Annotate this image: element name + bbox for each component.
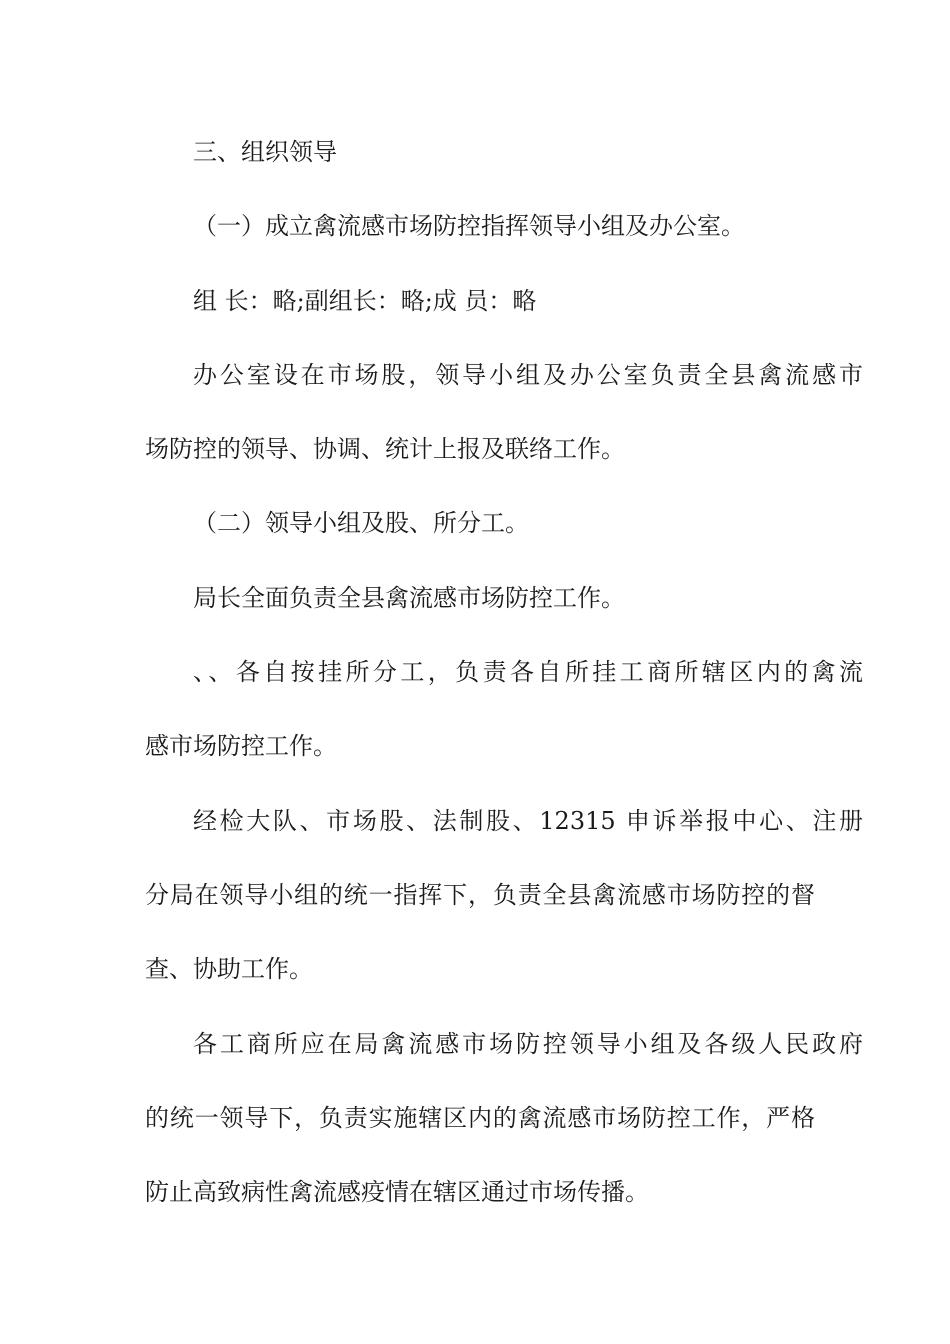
paragraph-line: 查、协助工作。 <box>145 955 313 983</box>
paragraph-line: 感市场防控工作。 <box>145 732 337 760</box>
paragraph-line: 组 长：略;副组长：略;成 员：略 <box>193 287 537 315</box>
paragraph-line: 经检大队、市场股、法制股、12315 申诉举报中心、注册 <box>193 807 863 835</box>
subsection-heading-2: （二）领导小组及股、所分工。 <box>193 509 529 537</box>
paragraph-line: 的统一领导下，负责实施辖区内的禽流感市场防控工作，严格 <box>145 1104 815 1132</box>
section-heading: 三、组织领导 <box>193 138 337 166</box>
paragraph-line: 各工商所应在局禽流感市场防控领导小组及各级人民政府 <box>193 1030 863 1058</box>
paragraph-line: 办公室设在市场股，领导小组及办公室负责全县禽流感市 <box>193 361 863 389</box>
paragraph-line: 分局在领导小组的统一指挥下，负责全县禽流感市场防控的督 <box>145 881 815 909</box>
paragraph-line: 场防控的领导、协调、统计上报及联络工作。 <box>145 435 625 463</box>
paragraph-line: 局长全面负责全县禽流感市场防控工作。 <box>193 584 625 612</box>
paragraph-line: 防止高致病性禽流感疫情在辖区通过市场传播。 <box>145 1178 649 1206</box>
subsection-heading-1: （一）成立禽流感市场防控指挥领导小组及办公室。 <box>193 212 745 240</box>
paragraph-line: 、、各自按挂所分工，负责各自所挂工商所辖区内的禽流 <box>193 658 863 686</box>
